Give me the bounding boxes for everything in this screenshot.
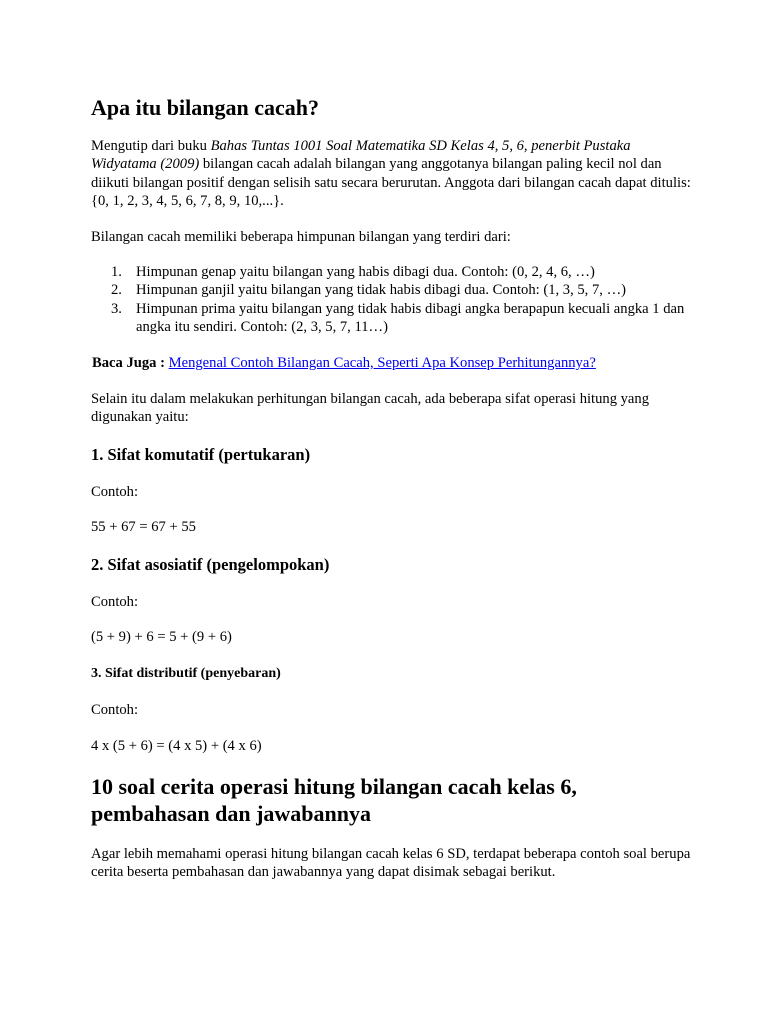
intro-text-before: Mengutip dari buku	[91, 138, 211, 154]
list-item	[91, 281, 691, 299]
sifat-komutatif-heading: 1. Sifat komutatif (pertukaran)	[91, 445, 311, 464]
section2-intro: Agar lebih memahami operasi hitung bilangan cacah kelas 6 SD, terdapat beberapa contoh soal berupa cerita beserta pembahasan dan jawabannya yang dapat disimak sebagai berikut.	[91, 846, 691, 881]
example-equation: 55 + 67 = 67 + 55	[91, 519, 196, 535]
list-item	[91, 300, 691, 337]
contoh-label: Contoh:	[91, 702, 139, 718]
list-text: Himpunan prima yaitu bilangan yang tidak habis dibagi angka berapapun kecuali angka 1 dan angka itu sendiri. Contoh: (2, 3, 5, 7, 11…)	[136, 300, 685, 335]
section-title-soal-cerita	[91, 773, 577, 827]
himpunan-list	[91, 263, 691, 336]
sifat-asosiatif-heading: 2. Sifat asosiatif (pengelompokan)	[91, 555, 330, 574]
baca-juga	[92, 354, 692, 372]
baca-juga-link[interactable]: Mengenal Contoh Bilangan Cacah, Seperti Apa Konsep Perhitungannya?	[168, 355, 596, 371]
section-title-line-2: pembahasan dan jawabannya	[91, 801, 371, 826]
example-equation: (5 + 9) + 6 = 5 + (9 + 6)	[91, 629, 232, 645]
section-title-bilangan-cacah: Apa itu bilangan cacah?	[91, 95, 319, 120]
sifat-intro: Selain itu dalam melakukan perhitungan bilangan cacah, ada beberapa sifat operasi hitung yang digunakan yaitu:	[91, 391, 650, 426]
list-number: 1.	[111, 264, 122, 280]
list-number: 3.	[111, 300, 122, 317]
himpunan-intro: Bilangan cacah memiliki beberapa himpunan bilangan yang terdiri dari:	[91, 229, 511, 245]
sifat-distributif-heading: 3. Sifat distributif (penyebaran)	[91, 666, 281, 681]
intro-paragraph	[91, 137, 691, 210]
list-item	[91, 263, 691, 281]
contoh-label: Contoh:	[91, 594, 139, 610]
list-number: 2.	[111, 282, 122, 299]
list-text: Himpunan genap yaitu bilangan yang habis dibagi dua. Contoh: (0, 2, 4, 6, …)	[136, 264, 595, 280]
section-title-line-1: 10 soal cerita operasi hitung bilangan cacah kelas 6,	[91, 774, 577, 799]
baca-juga-label: Baca Juga :	[92, 355, 169, 371]
example-equation: 4 x (5 + 6) = (4 x 5) + (4 x 6)	[91, 738, 262, 754]
list-text: Himpunan ganjil yaitu bilangan yang tidak habis dibagi dua. Contoh: (1, 3, 5, 7, …)	[136, 282, 627, 299]
intro-text-after: bilangan cacah adalah bilangan yang anggotanya bilangan paling kecil nol dan diikuti bilangan positif dengan selisih satu secara berurutan. Anggota dari bilangan cacah dapat ditulis: {0, 1, 2, 3, 4, 5, 6, 7, 8, 9, 10,...}.	[91, 156, 691, 209]
contoh-label: Contoh:	[91, 484, 139, 500]
book-title: Bahas Tuntas 1001 Soal Matematika SD Kelas 4, 5, 6, penerbit Pustaka Widyatama (2009)	[91, 138, 631, 173]
